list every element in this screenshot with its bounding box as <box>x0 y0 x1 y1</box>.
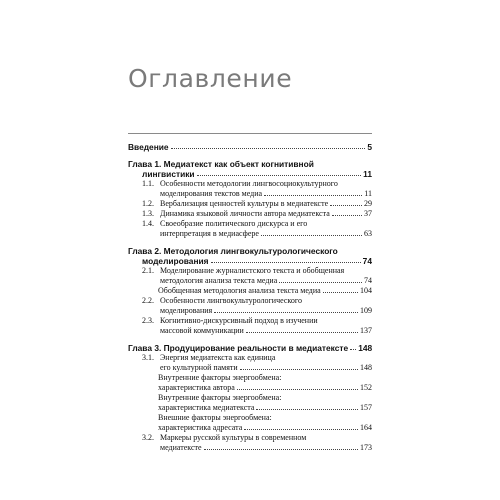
section-number: 1.4. <box>142 219 154 228</box>
section-page: 29 <box>364 199 372 208</box>
section-title: Динамика языковой личности автора медиатекста <box>160 209 330 218</box>
dot-leader <box>197 175 362 176</box>
section-title-line2: медиатексте <box>160 443 202 452</box>
subsection-page: 104 <box>360 286 372 295</box>
chapter-2-page: 74 <box>362 256 372 266</box>
dot-leader <box>330 205 362 206</box>
section-title-line2: методология анализа текста медиа <box>160 276 278 285</box>
page-title: Оглавление <box>128 64 293 93</box>
section-page: 63 <box>364 229 372 238</box>
toc-section-3-2[interactable] <box>128 433 372 453</box>
dot-leader <box>246 332 358 333</box>
section-number: 2.1. <box>142 266 154 275</box>
toc-section-1-1[interactable] <box>128 179 372 199</box>
section-page: 137 <box>360 326 372 335</box>
section-title: Моделирование журналистского текста и обобщенная <box>160 266 345 275</box>
section-title: Вербализация ценностей культуры в медиатексте <box>160 199 329 208</box>
dot-leader <box>261 235 362 236</box>
subsection-title: Внутренние факторы энергообмена: <box>158 373 282 382</box>
subsection-title: Внешние факторы энергообмена: <box>158 413 272 422</box>
section-number: 1.2. <box>142 199 154 208</box>
dot-leader <box>244 429 358 430</box>
section-number: 2.3. <box>142 316 154 325</box>
toc-subsection-3-1-3[interactable] <box>128 413 372 433</box>
section-page: 74 <box>364 276 372 285</box>
section-title: Когнитивно-дискурсивный подход в изучении <box>160 316 318 325</box>
dot-leader <box>237 389 358 390</box>
section-title: Своеобразие политического дискурса и его <box>160 219 308 228</box>
dot-leader <box>323 292 358 293</box>
section-page: 109 <box>360 306 372 315</box>
chapter-1-page: 11 <box>363 169 372 179</box>
section-number: 1.3. <box>142 209 154 218</box>
toc-section-2-2[interactable] <box>128 296 372 316</box>
section-title: Энергия медиатекста как единица <box>160 353 276 362</box>
dot-leader <box>204 449 358 450</box>
section-page: 11 <box>364 189 372 198</box>
section-title: Маркеры русской культуры в современном <box>160 433 307 442</box>
section-number: 2.2. <box>142 296 154 305</box>
toc-subsection-3-1-1[interactable] <box>128 373 372 393</box>
chapter-2-title-line2: моделирования <box>142 256 209 266</box>
chapter-3-page: 148 <box>358 343 373 353</box>
toc-chapter-3[interactable] <box>128 343 372 353</box>
section-title: Особенности методологии лингвосоциокультурного <box>160 179 338 188</box>
toc-intro-label: Введение <box>128 142 169 152</box>
subsection-title-line2: характеристика автора <box>158 383 235 392</box>
toc-section-1-4[interactable] <box>128 219 372 239</box>
dot-leader <box>240 369 358 370</box>
section-page: 37 <box>364 209 372 218</box>
dot-leader <box>214 312 358 313</box>
subsection-page: 152 <box>360 383 372 392</box>
top-divider <box>128 133 372 134</box>
section-page: 173 <box>360 443 372 452</box>
toc-chapter-1[interactable] <box>128 159 372 179</box>
dot-leader <box>264 195 362 196</box>
toc-subsection-3-1-2[interactable] <box>128 393 372 413</box>
dot-leader <box>256 409 358 410</box>
section-page: 148 <box>360 363 372 372</box>
toc-section-1-3[interactable] <box>128 209 372 219</box>
table-of-contents <box>128 142 372 453</box>
subsection-page: 164 <box>360 423 372 432</box>
section-title-line2: моделирования <box>160 306 213 315</box>
toc-section-3-1[interactable] <box>128 353 372 373</box>
toc-section-1-2[interactable] <box>128 199 372 209</box>
toc-chapter-2[interactable] <box>128 246 372 266</box>
chapter-1-title-line1: Глава 1. Медиатекст как объект когнитивной <box>128 159 314 169</box>
toc-section-2-1[interactable] <box>128 266 372 286</box>
toc-subsection-2-1-1[interactable] <box>128 286 372 296</box>
subsection-title-line2: характеристика адресата <box>158 423 243 432</box>
section-number: 1.1. <box>142 179 154 188</box>
subsection-page: 157 <box>360 403 372 412</box>
dot-leader <box>332 215 362 216</box>
chapter-3-title: Глава 3. Продуцирование реальности в медиатексте <box>128 343 349 353</box>
chapter-2-title-line1: Глава 2. Методология лингвокультурологического <box>128 246 338 256</box>
dot-leader <box>279 282 362 283</box>
section-title-line2: его культурной памяти <box>160 363 238 372</box>
chapter-1-title-line2: лингвистики <box>142 169 195 179</box>
dot-leader <box>211 262 361 263</box>
section-number: 3.1. <box>142 353 154 362</box>
subsection-title-line2: характеристика медиатекста <box>158 403 255 412</box>
section-number: 3.2. <box>142 433 154 442</box>
dot-leader <box>350 349 356 350</box>
toc-entry-intro[interactable] <box>128 142 372 152</box>
toc-section-2-3[interactable] <box>128 316 372 336</box>
dot-leader <box>171 148 366 149</box>
section-title-line2: интерпретация в медиасфере <box>160 229 259 238</box>
section-title-line2: моделирования текстов медиа <box>160 189 263 198</box>
section-title: Особенности лингвокультурологического <box>160 296 302 305</box>
section-title-line2: массовой коммуникации <box>160 326 244 335</box>
toc-intro-page: 5 <box>367 142 372 152</box>
subsection-title: Внутренние факторы энергообмена: <box>158 393 282 402</box>
subsection-title: Обобщенная методология анализа текста медиа <box>158 286 321 295</box>
